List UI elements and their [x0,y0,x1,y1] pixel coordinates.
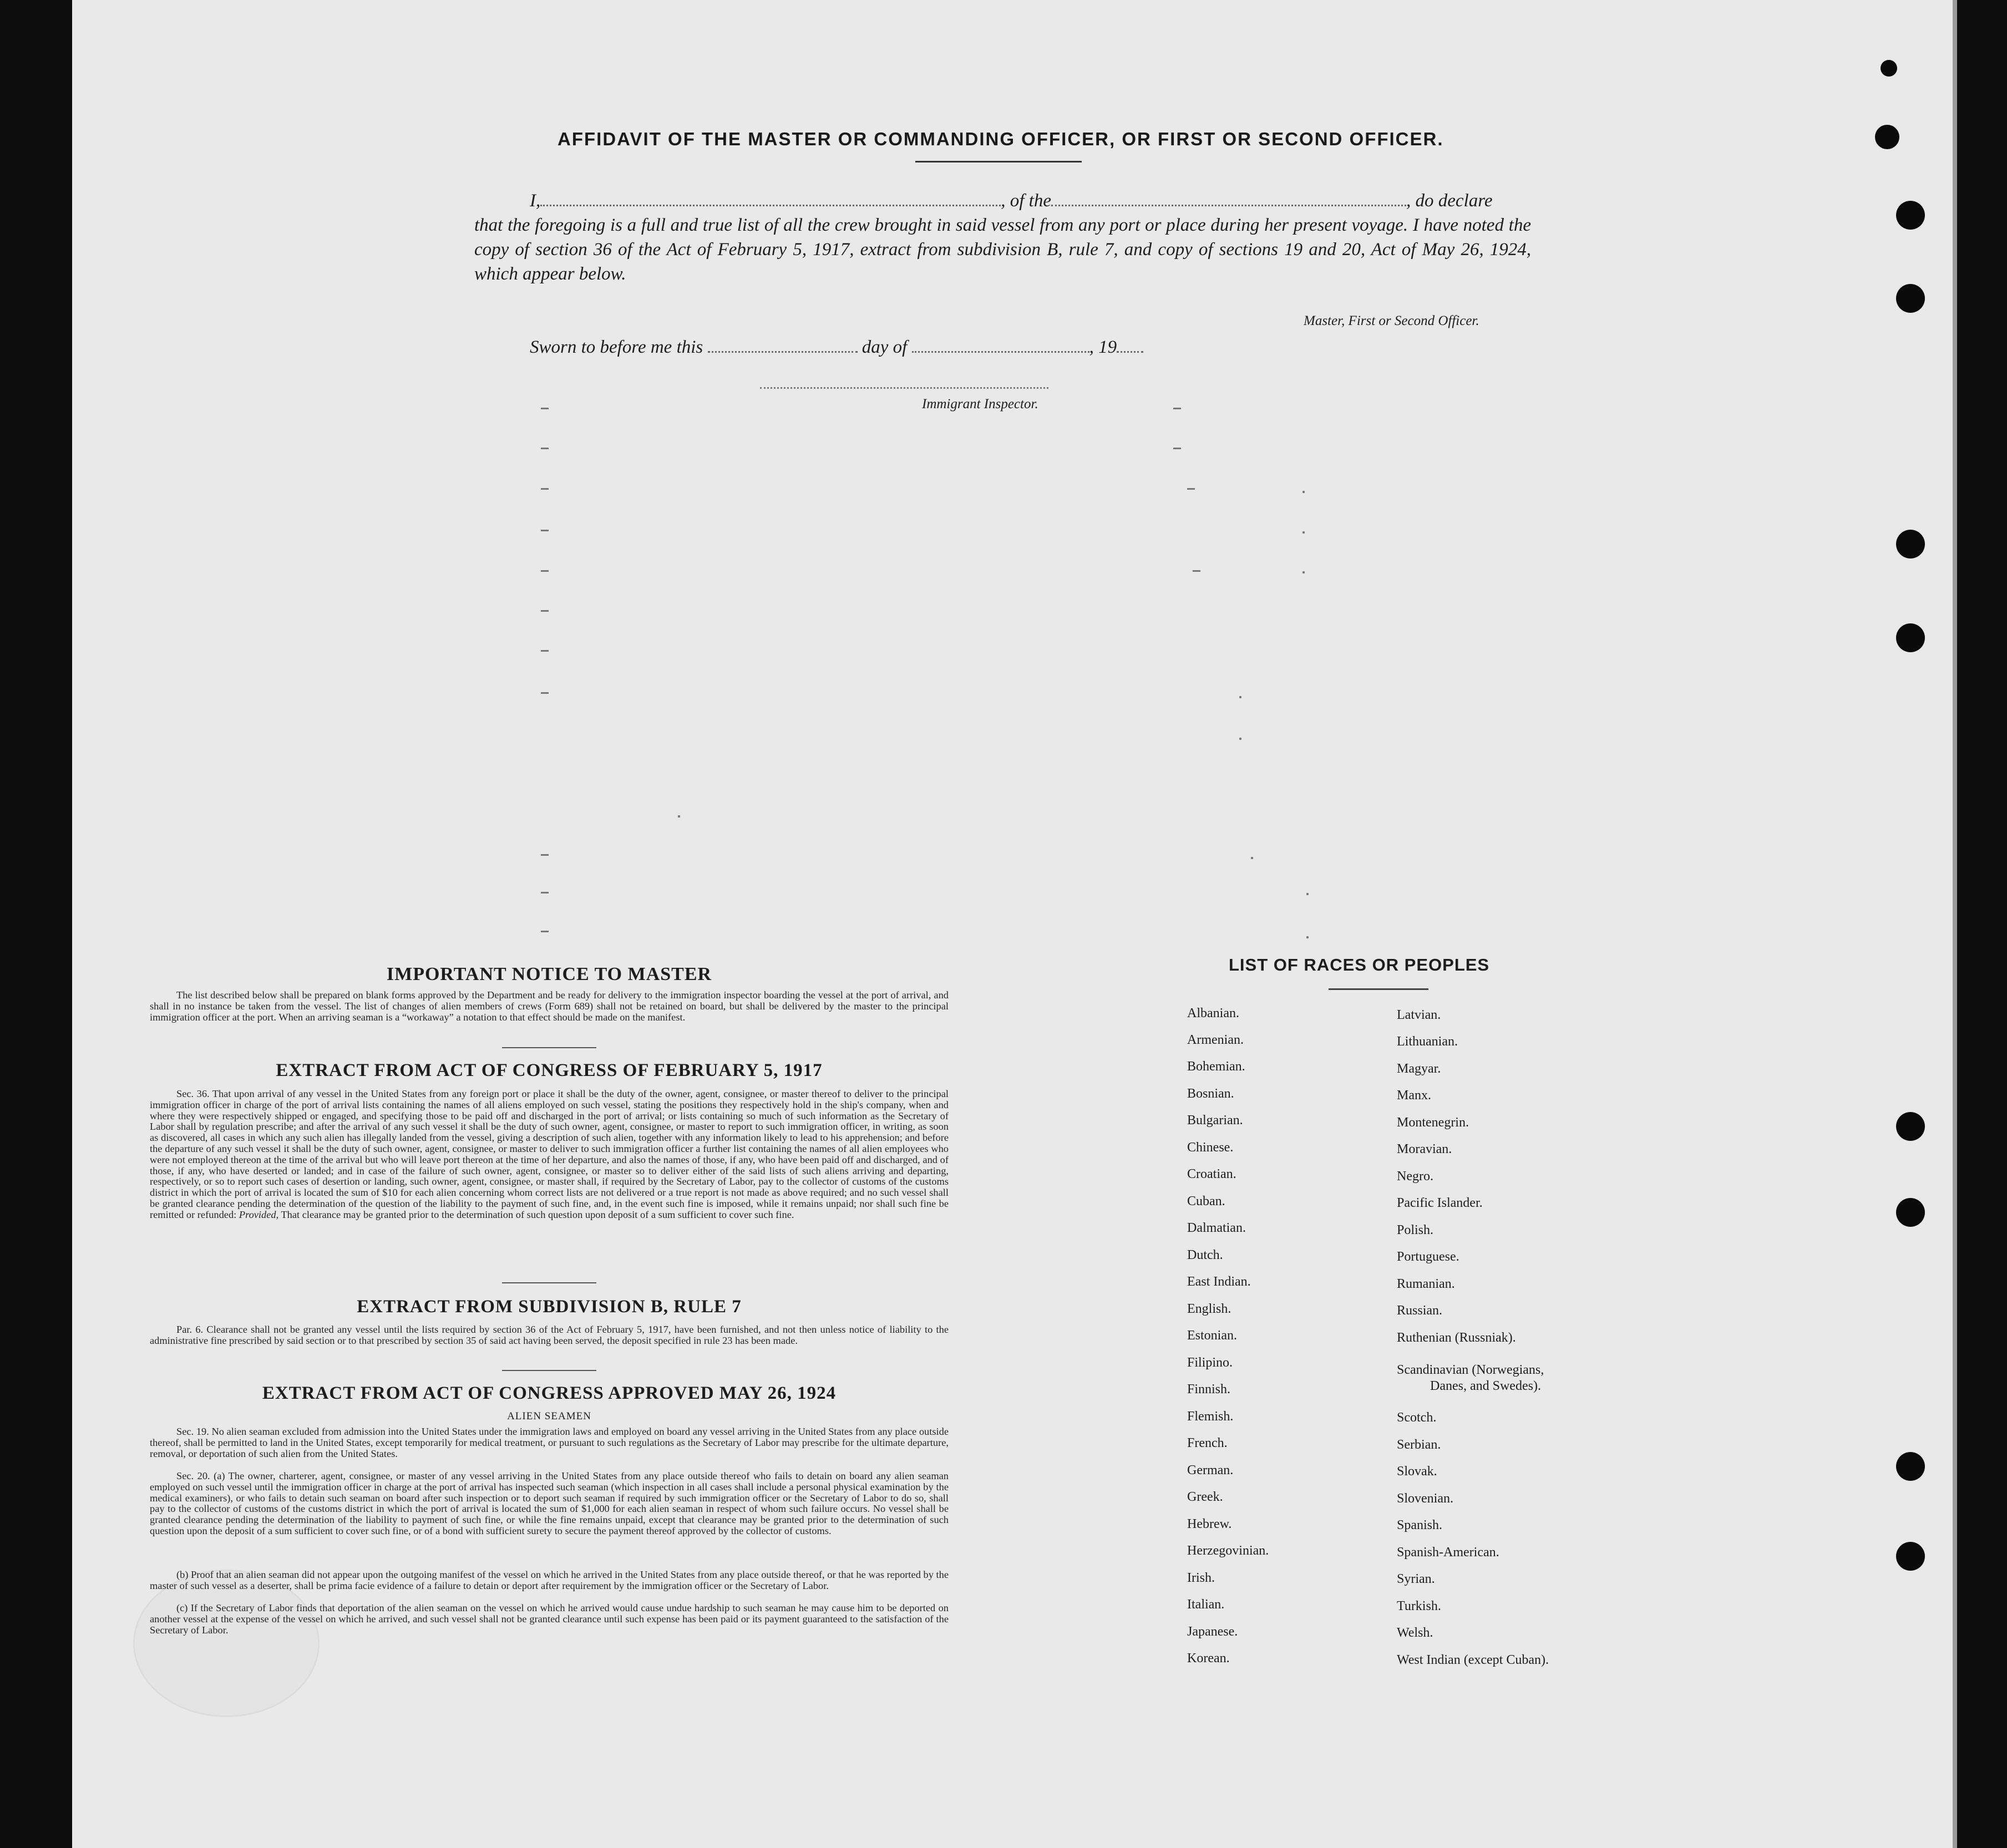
punch-hole [1896,623,1925,652]
sec-36-text: That upon arrival of any vessel in the United States from any foreign port or place it shall be the duty of the owner, agent, consignee, or master thereof to deliver to the principal immigration officer in charge of the port of arrival lists containing the names of all aliens employed on such vessel, stating the positions they respectively hold in the ship's company, when and where they were respectively shipped or engaged, and specifying those to be paid off and discharged in the port of arrival; or lists containing so much of such information as the Secretary of Labor shall by regulation prescribe; and after the arrival of any such vessel it shall be the duty of such owner, agent, consignee, or master to report to such immigration officer, in writing, as soon as discovered, all cases in which any such alien has illegally landed from the vessel, giving a description of such alien, together with any information likely to lead to his apprehension; and before the departure of any such vessel it shall be the duty of such owner, agent, consignee, or master to deliver to such immigration officer a further list containing the names of all alien employees who were not employed thereon at the time of the arrival but who will leave port thereon at the time of her departure, and also the names of those, if any, who have been paid off and discharged, and of those, if any, who have deserted or landed; and in case of the failure of such owner, agent, consignee, or master so to deliver either of the said lists of such aliens arriving and departing, respectively, or so to report such cases of desertion or landing, such owner, agent, consignee, or master shall, if required by the Secretary of Labor, pay to the collector of customs of the customs district in which the port of arrival is located the sum of $10 for each alien concerning whom correct lists are not delivered or a true report is not made as above required; and no such vessel shall be granted clearance pending the determination of the question of the liability to the payment of such fine, and, in the event such fine is imposed, while it remains unpaid; nor shall such fine be remitted or refunded: [150,1088,949,1220]
race-item: Japanese. [1187,1624,1238,1639]
race-item: Slovak. [1397,1464,1437,1479]
form-mark [541,408,549,409]
race-item: Bosnian. [1187,1087,1234,1101]
year-prefix: , 19 [1089,337,1117,357]
sec-19-label: Sec. 19. [176,1426,209,1437]
extract-1917-text [150,1089,949,1221]
race-item: Montenegrin. [1397,1115,1469,1130]
form-mark [1302,491,1305,493]
name-blank [540,192,1001,206]
race-item: Cuban. [1187,1194,1225,1209]
form-mark [1193,570,1200,572]
race-item: Armenian. [1187,1033,1244,1047]
punch-hole [1896,284,1925,313]
sec-20c-text: (c) If the Secretary of Labor finds that deportation of the alien seaman on the vessel on which he arrived would cause undue hardship to such seaman he may cause him to be deported on another vessel at the expense of the vessel on which he arrived, and such vessel shall not be granted clearance until such expense has been paid or its payment guaranteed to the satisfaction of the Secretary of Labor. [150,1602,949,1636]
extract-1917-title: EXTRACT FROM ACT OF CONGRESS OF FEBRUARY 5, 1917 [276,1060,823,1080]
form-mark [541,892,549,893]
race-item: Spanish-American. [1397,1545,1499,1560]
punch-hole [1896,530,1925,559]
race-item: Ruthenian (Russniak). [1397,1331,1516,1345]
race-item: Chinese. [1187,1140,1234,1155]
race-item: French. [1187,1436,1228,1450]
notice-text: The list described below shall be prepared on blank forms approved by the Department and be ready for delivery to the immigration inspector boarding the vessel at the port of arrival, and shall in no instance be taken from the vessel. The list of changes of alien members of crews (Form 689) shall not be retained on board, but shall be delivered by the master to the principal immigration officer at the port. When an arriving seaman is a “workaway” a notation to that effect should be made on the manifest. [150,989,949,1023]
race-item: Turkish. [1397,1599,1441,1613]
race-item: Filipino. [1187,1355,1233,1370]
race-item: Dutch. [1187,1248,1223,1262]
race-item: Lithuanian. [1397,1034,1458,1049]
punch-hole [1896,201,1925,230]
punch-hole [1881,60,1897,77]
race-item: Pacific Islander. [1397,1196,1483,1210]
alien-seamen-subtitle: ALIEN SEAMEN [507,1410,591,1422]
race-item: Estonian. [1187,1328,1237,1343]
race-item: English. [1187,1302,1231,1316]
title-underline [915,161,1082,163]
race-item: Bohemian. [1187,1059,1245,1074]
form-mark [541,448,549,449]
section-divider [502,1370,596,1371]
form-mark [541,610,549,612]
form-mark [1251,857,1253,859]
races-title: LIST OF RACES OR PEOPLES [1229,955,1490,974]
race-item: Italian. [1187,1597,1225,1612]
form-mark [1239,738,1241,740]
form-mark [1302,531,1305,534]
race-item: Irish. [1187,1571,1215,1585]
form-mark [1187,488,1195,490]
sec-20-label: Sec. 20. [176,1470,210,1481]
form-mark [1302,571,1305,573]
race-item: Finnish. [1187,1382,1231,1397]
extract-1924-title: EXTRACT FROM ACT OF CONGRESS APPROVED MAY 26, 1924 [262,1383,837,1403]
sec-19-body: No alien seaman excluded from admission into the United States under the immigration laws and employed on board any vessel arriving in the United States from any place outside thereof, shall be permitted to land in the United States, except temporarily for medical treatment, or pursuant to such regulations as the Secretary of Labor may prescribe for the ultimate departure, removal, or deportation of such alien from the United States. [150,1426,949,1459]
race-item: Negro. [1397,1169,1433,1184]
race-item: Hebrew. [1187,1517,1232,1531]
race-item: Albanian. [1187,1006,1239,1021]
form-mark [541,854,549,856]
form-mark [1173,448,1181,449]
punch-hole [1896,1198,1925,1227]
inspector-label: Immigrant Inspector. [922,397,1038,412]
page-edge [1953,0,1957,1848]
affidavit-first-line [474,189,1531,213]
punch-hole [1875,125,1899,149]
form-mark [1239,696,1241,698]
punch-hole [1896,1452,1925,1481]
race-item: Bulgarian. [1187,1113,1243,1128]
day-of-label: day of [861,337,908,357]
race-item: German. [1187,1463,1234,1478]
race-item: Portuguese. [1397,1250,1459,1264]
form-mark [541,530,549,531]
race-item: Greek. [1187,1490,1223,1504]
race-item: Korean. [1187,1651,1230,1666]
sec-36-text-end: That clearance may be granted prior to the determination of such question upon deposit of a sum sufficient to cover such fine. [278,1209,794,1220]
race-item: Spanish. [1397,1518,1443,1532]
races-underline [1329,988,1428,990]
sec-20a-text [150,1471,949,1537]
i-label: I, [530,191,541,211]
form-mark [1306,936,1309,938]
race-item: Magyar. [1397,1062,1441,1076]
form-mark [541,570,549,572]
year-blank [1117,339,1143,353]
race-item: Welsh. [1397,1626,1433,1640]
form-mark [1173,408,1181,409]
affidavit-declaration: that the foregoing is a full and true list of all the crew brought in said vessel from any port or place during her present voyage. I have noted the copy of section 36 of the Act of February 5, 1917, extract from subdivision B, rule 7, and copy of sections 19 and 20, Act of May 26, 1924, which appear below. [474,215,1531,284]
sworn-month-blank [912,339,1089,353]
sworn-line [530,337,1143,358]
race-item: Danes, and Swedes). [1430,1379,1541,1393]
provided-word: Provided, [239,1209,279,1220]
race-item: Russian. [1397,1303,1443,1318]
race-item: Scotch. [1397,1410,1437,1425]
affidavit-title: AFFIDAVIT OF THE MASTER OR COMMANDING OFFICER, OR FIRST OR SECOND OFFICER. [558,129,1444,149]
rule7-text: Par. 6. Clearance shall not be granted any vessel until the lists required by section 36 of the Act of February 5, 1917, have been furnished, and not then unless notice of liability to the administrative fine prescribed by said section or to that prescribed by section 35 of said act having been served, the deposit specified in rule 23 has been made. [150,1324,949,1346]
faint-seal-stamp [133,1570,320,1717]
race-item: Moravian. [1397,1142,1452,1156]
sec-20b-text: (b) Proof that an alien seaman did not appear upon the outgoing manifest of the vessel on which he arrived in the United States from any place outside thereof, or that he was reported by the master of such vessel as a deserter, shall be prima facie evidence of a failure to detain or deport after requirement by the immigration officer or the Secretary of Labor. [150,1569,949,1591]
form-mark [541,931,549,932]
race-item: Flemish. [1187,1409,1234,1424]
race-item: Syrian. [1397,1572,1435,1586]
punch-hole [1896,1112,1925,1141]
sworn-label: Sworn to before me this [530,337,703,357]
notice-title: IMPORTANT NOTICE TO MASTER [386,964,712,984]
race-item: West Indian (except Cuban). [1397,1653,1549,1667]
race-item: Manx. [1397,1088,1431,1103]
sec-19-text [150,1426,949,1459]
inspector-signature-blank [760,387,1048,389]
section-divider [502,1047,596,1048]
of-the-label: , of the [1001,191,1051,211]
race-item: East Indian. [1187,1275,1251,1289]
sworn-day-blank [708,339,858,353]
punch-hole [1896,1542,1925,1571]
rule7-title: EXTRACT FROM SUBDIVISION B, RULE 7 [357,1297,742,1317]
race-item: Dalmatian. [1187,1221,1246,1235]
sec-36-label: Sec. 36. [176,1088,210,1099]
affidavit-body [474,189,1531,286]
form-mark [1306,893,1309,895]
form-mark [541,650,549,652]
race-item: Herzegovinian. [1187,1544,1269,1558]
race-item: Scandinavian (Norwegians, [1397,1363,1544,1377]
section-divider [502,1282,596,1283]
race-item: Slovenian. [1397,1491,1453,1506]
race-item: Croatian. [1187,1167,1236,1181]
vessel-blank [1051,192,1406,206]
race-item: Rumanian. [1397,1277,1455,1291]
form-mark [678,815,680,818]
do-declare-label: , do declare [1406,191,1493,211]
race-item: Polish. [1397,1223,1434,1237]
race-item: Latvian. [1397,1008,1441,1022]
form-mark [541,692,549,694]
sec-20a-body: (a) The owner, charterer, agent, consignee, or master of any vessel arriving in the United States from any place outside thereof who fails to detain on board any alien seaman employed on such vessel until the immigration officer in charge at the port of arrival has inspected such seaman (which inspection in all cases shall include a personal physical examination by the medical examiners), or who fails to detain such seaman on board after such inspection or to deport such seaman if required by such immigration officer or the Secretary of Labor to do so, shall pay to the collector of customs of the customs district in which the port of arrival is located the sum of $1,000 for each alien seaman in respect of whom such failure occurs. No vessel shall be granted clearance pending the determination of the liability to payment of such fine, or while the fine remains unpaid, except that clearance may be granted prior to the determination of such question upon the deposit of a sum sufficient to cover such fine, or of a bond with sufficient surety to secure the payment thereof approved by the collector of customs. [150,1470,949,1536]
form-mark [541,488,549,490]
master-signature-label: Master, First or Second Officer. [1304,313,1479,328]
race-item: Serbian. [1397,1438,1441,1452]
